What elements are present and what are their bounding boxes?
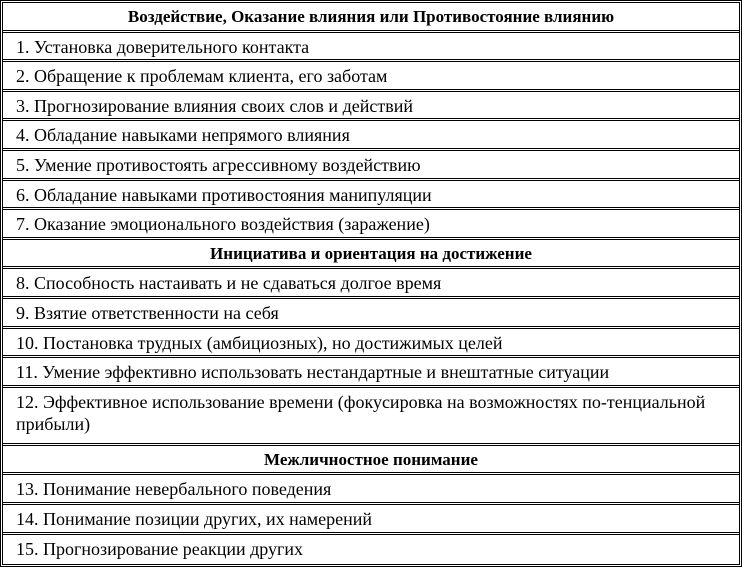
section-header-interpersonal: Межличностное понимание [3,446,739,476]
section-header-influence: Воздействие, Оказание влияния или Противостояние влиянию [3,3,739,33]
table-row: 7. Оказание эмоционального воздействия (заражение) [3,210,739,240]
table-row: 11. Умение эффективно использовать нестандартные и внештатные ситуации [3,358,739,388]
table-row: 2. Обращение к проблемам клиента, его заботам [3,62,739,92]
table-row: 15. Прогнозирование реакции других [16,538,304,559]
table-row: 12. Эффективное использование времени (фокусировка на возможностях по-тенциальной прибыли) [3,388,739,446]
table-row: 3. Прогнозирование влияния своих слов и действий [3,92,739,122]
table-row: 13. Понимание невербального поведения [3,475,739,505]
table-row: 6. Обладание навыками противостояния манипуляции [3,181,739,211]
section-header-initiative: Инициатива и ориентация на достижение [3,240,739,270]
table-row: 1. Установка доверительного контакта [3,33,739,63]
table-row: 9. Взятие ответственности на себя [3,299,739,329]
table-row: 4. Обладание навыками непрямого влияния [3,121,739,151]
table-row: 8. Способность настаивать и не сдаваться долгое время [3,269,739,299]
table-row: 5. Умение противостоять агрессивному воздействию [3,151,739,181]
table-row: 14. Понимание позиции других, их намерений [3,505,739,535]
table-row: 10. Постановка трудных (амбициозных), но достижимых целей [3,329,739,359]
